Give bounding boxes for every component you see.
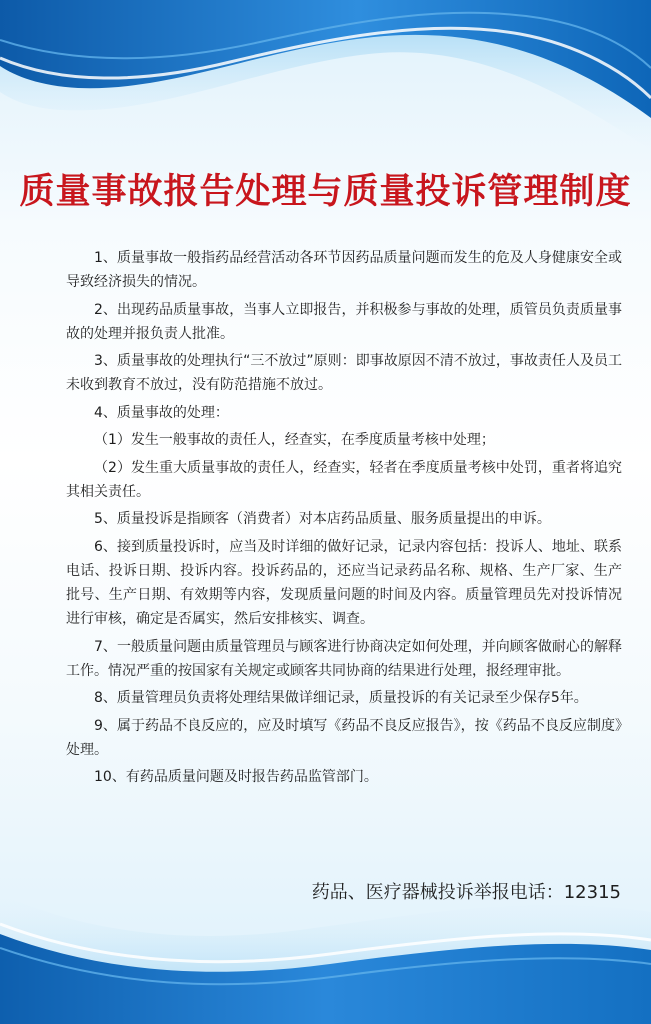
regulation-paragraph: 6、接到质量投诉时，应当及时详细的做好记录，记录内容包括：投诉人、地址、联系电话、投诉日期、投诉内容。投诉药品的，还应当记录药品名称、规格、生产厂家、生产批号、生产日期、有效期等内容，发现质量问题的时间及内容。质量管理员先对投诉情况进行审核，确定是否属实，然后安排核实、调查。 — [66, 538, 622, 628]
regulation-paragraph: 3、质量事故的处理执行“三不放过”原则：即事故原因不清不放过，事故责任人及员工未收到教育不放过，没有防范措施不放过。 — [66, 353, 622, 394]
regulation-paragraph: 9、属于药品不良反应的，应及时填写《药品不良反应报告》，按《药品不良反应制度》处理。 — [66, 717, 622, 758]
regulation-paragraph: 1、质量事故一般指药品经营活动各环节因药品质量问题而发生的危及人身健康安全或导致经济损失的情况。 — [66, 250, 622, 291]
top-wave-decoration — [0, 0, 651, 150]
complaint-hotline: 药品、医疗器械投诉举报电话：12315 — [311, 882, 621, 903]
page-title: 质量事故报告处理与质量投诉管理制度 — [19, 172, 632, 212]
regulation-paragraph: 2、出现药品质量事故，当事人立即报告，并积极参与事故的处理，质管员负责质量事故的处理并报负责人批准。 — [66, 301, 622, 342]
regulation-paragraph: 7、一般质量问题由质量管理员与顾客进行协商决定如何处理，并向顾客做耐心的解释工作。情况严重的按国家有关规定或顾客共同协商的结果进行处理，报经理审批。 — [66, 638, 622, 679]
regulation-paragraph: 10、有药品质量问题及时报告药品监管部门。 — [94, 769, 378, 786]
regulation-paragraph: 5、质量投诉是指顾客（消费者）对本店药品质量、服务质量提出的申诉。 — [94, 511, 551, 528]
regulation-body — [66, 246, 622, 793]
bottom-wave-decoration — [0, 864, 651, 1024]
regulation-paragraph: 8、质量管理员负责将处理结果做详细记录，质量投诉的有关记录至少保存5年。 — [94, 690, 588, 707]
regulation-paragraph: 4、质量事故的处理： — [94, 404, 229, 421]
regulation-sub-item: （2）发生重大质量事故的责任人，经查实，轻者在季度质量考核中处罚，重者将追究其相关责任。 — [66, 459, 622, 500]
regulation-sub-item: （1）发生一般事故的责任人，经查实，在季度质量考核中处理； — [94, 432, 495, 449]
